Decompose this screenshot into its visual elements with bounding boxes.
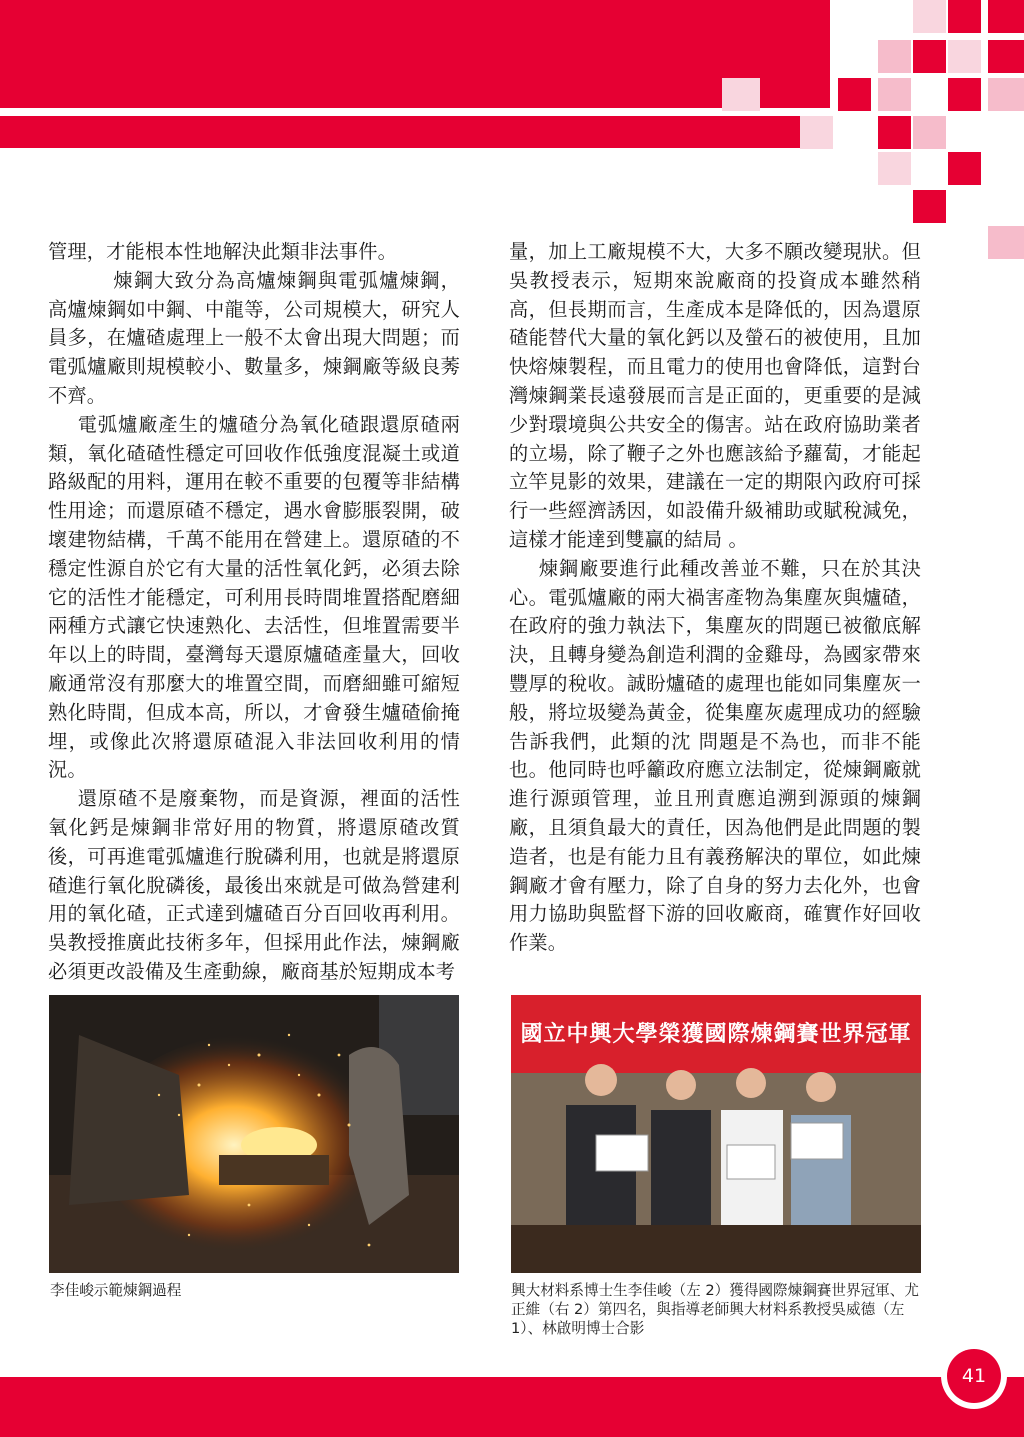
- paragraph: 煉鋼大致分為高爐煉鋼與電弧爐煉鋼，高爐煉鋼如中鋼、中龍等，公司規模大，研究人員多，在爐碴處理上一般不太會出現大問題；而電弧爐廠則規模較小、數量多，煉鋼廠等級良莠不齊。: [48, 268, 460, 407]
- photo-caption-left: 李佳峻示範煉鋼過程: [50, 1282, 182, 1299]
- paragraph: 還原碴不是廢棄物，而是資源，裡面的活性氧化鈣是煉鋼非常好用的物質，將還原碴改質後，可再進電弧爐進行脫磷利用，也就是將還原碴進行氧化脫磷後，最後出來就是可做為營建利用的氧化碴，正式達到爐碴百分百回收再利用。吳教授推廣此技術多年，但採用此作法，煉鋼廠必須更改設備及生產動線，廠商基於短期成本考: [48, 787, 460, 983]
- award-banner-text: 國立中興大學榮獲國際煉鋼賽世界冠軍: [520, 1022, 912, 1047]
- article-column-left: [48, 238, 460, 987]
- page-number: 41: [947, 1349, 1001, 1403]
- steelmaking-photo: [49, 995, 459, 1273]
- paragraph: 量，加上工廠規模不大，大多不願改變現狀。但吳教授表示，短期來說廠商的投資成本雖然稍高，但長期而言，生產成本是降低的，因為還原碴能替代大量的氧化鈣以及螢石的被使用，且加快熔煉製程，而且電力的使用也會降低，這對台灣煉鋼業長遠發展而言是正面的，更重要的是減少對環境與公共安全的傷害。站在政府協助業者的立場，除了鞭子之外也應該給予蘿蔔，才能起立竿見影的效果，建議在一定的期限內政府可採行一些經濟誘因，如設備升級補助或賦稅減免，這樣才能達到雙贏的結局 。: [509, 240, 921, 551]
- header-red-block: [0, 0, 830, 108]
- paragraph: 管理，才能根本性地解決此類非法事件。: [48, 240, 397, 263]
- footer-band: [0, 1377, 1024, 1437]
- photo-caption-right: 興大材料系博士生李佳峻（左 2）獲得國際煉鋼賽世界冠軍、尤正維（右 2）第四名，與指導老師興大材料系教授吳威德（左 1）、林啟明博士合影: [511, 1282, 919, 1337]
- article-column-right: [509, 238, 921, 958]
- award-group-photo: [511, 995, 921, 1273]
- header-red-stripe: [0, 116, 800, 148]
- paragraph: 煉鋼廠要進行此種改善並不難，只在於其決心。電弧爐廠的兩大禍害產物為集塵灰與爐碴，在政府的強力執法下，集塵灰的問題已被徹底解決，且轉身變為創造利潤的金雞母，為國家帶來豐厚的稅收。誠盼爐碴的處理也能如同集塵灰一般，將垃圾變為黃金，從集塵灰處理成功的經驗告訴我們，此類的沈 問題是不為也，而非不能也。他同時也呼籲政府應立法制定，從煉鋼廠就進行源頭管理，並且刑責應追溯到源頭的煉鋼廠，且須負最大的責任，因為他們是此問題的製造者，也是有能力且有義務解決的單位，如此煉鋼廠才會有壓力，除了自身的努力去化外，也會用力協助與監督下游的回收廠商，確實作好回收作業。: [509, 556, 921, 955]
- paragraph: 電弧爐廠產生的爐碴分為氧化碴跟還原碴兩類，氧化碴碴性穩定可回收作低強度混凝土或道路級配的用料，運用在較不重要的包覆等非結構性用途；而還原碴不穩定，遇水會膨脹裂開，破壞建物結構，千萬不能用在營建上。還原碴的不穩定性源自於它有大量的活性氧化鈣，必須去除它的活性才能穩定，可利用長時間堆置搭配磨細兩種方式讓它快速熟化、去活性，但堆置需要半年以上的時間，臺灣每天還原爐碴產量大，回收廠通常沒有那麼大的堆置空間，而磨細雖可縮短熟化時間，但成本高，所以，才會發生爐碴偷掩埋，或像此次將還原碴混入非法回收利用的情況。: [48, 412, 460, 782]
